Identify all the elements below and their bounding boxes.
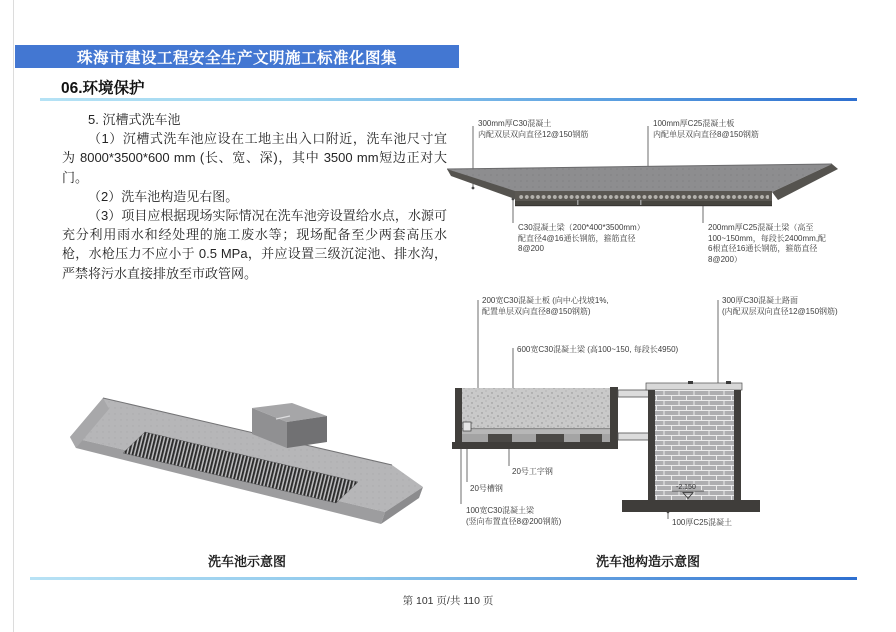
brick-wall [622,381,760,512]
elevation-label: -2.150 [676,484,696,491]
figure-caption-perspective: 洗车池示意图 [207,554,286,569]
annotation-slab-200: 200宽C30混凝土板 (向中心找坡1%, 配置单层双向直径8@150钢筋) [482,296,609,316]
annotation-beam-c30: C30混凝土梁（200*400*3500mm） 配直径4@16通长钢筋，箍筋直径 8@200 [518,223,645,253]
annotation-beam-c25: 200mm厚C25混凝土梁（高至 100~150mm，每段长2400mm,配 6根直径16通长钢筋，箍筋直径 8@200） [708,223,827,264]
section-title: 06.环境保护 [61,80,145,97]
footing [622,500,760,512]
annotation-slab-100: 100mm厚C25混凝土板 内配单层双向直径8@150钢筋 [653,119,759,139]
channel-steel-section [463,422,471,431]
wash-pool-structure-detail-figure [450,290,780,538]
body-paragraph: 5. 沉槽式洗车池 [88,112,181,127]
pool-slab-3d [70,398,423,524]
footer-divider-line [30,577,857,580]
section-underline [40,98,857,101]
annotation-road-300: 300厚C30混凝土路面 (内配双层双向直径12@150钢筋) [722,296,838,316]
body-paragraph: （2）洗车池构造见右图。 [88,188,239,204]
header-title: 珠海市建设工程安全生产文明施工标准化图集 [76,49,397,67]
steel-rods [618,390,650,440]
body-paragraph: （3）项目应根据现场实际情况在洗车池旁设置给水点，水源可充分利用雨水和经处理的施工废水等；现场配备至少两套高压水枪，水枪压力不应小于 0.5 MPa，并应设置三级沉淀池、排水沟，严禁将污水直接排放至市政管网。 [62,208,447,281]
annotation-beam-600: 600宽C30混凝土梁 (高100~150, 每段长4950) [517,345,679,354]
annotation-footing-c25: 100厚C25混凝土 [672,518,733,527]
page-edge-line [13,0,14,632]
figure-caption-structure: 洗车池构造示意图 [595,554,700,569]
body-text-block [62,110,447,283]
wash-pool-3d-view [40,375,450,545]
annotation-slab-300: 300mm厚C30混凝土 内配双层双向直径12@150钢筋 [478,119,589,139]
annotation-beam-100: 100宽C30混凝土梁 (竖向布置直径8@200钢筋) [466,506,562,526]
pool-slab-section [447,164,838,206]
annotation-channel-steel: 20号槽钢 [470,484,503,493]
page-number: 第 101 页/共 110 页 [402,595,494,607]
pool-edge-assembly [452,387,618,449]
header-banner [15,45,459,68]
body-paragraph: （1）沉槽式洗车池应设在工地主出入口附近，洗车池尺寸宜 为 8000*3500*600 mm (长、宽、深)，其中 3500 mm短边正对大门。 [62,131,447,185]
annotation-ibeam: 20号工字钢 [512,467,553,476]
